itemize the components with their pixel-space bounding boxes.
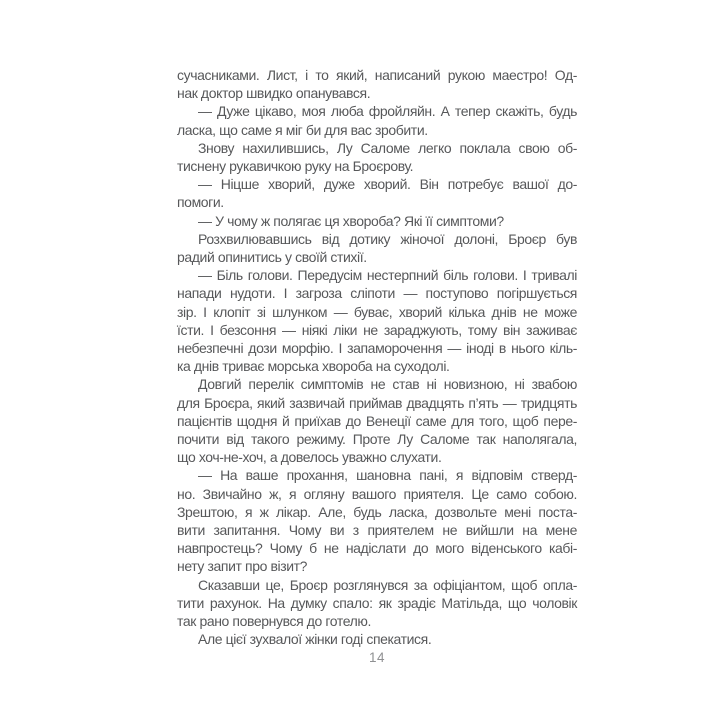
text-line: ка днів триває морська хвороба на суходолі.	[177, 358, 450, 375]
text-line: почити від такого режиму. Проте Лу Саломе так наполягала,	[177, 431, 577, 448]
text-block	[177, 66, 577, 649]
text-line: ласка, що саме я міг би для вас зробити.	[177, 121, 428, 138]
text-line: Знову нахилившись, Лу Саломе легко поклала свою об-	[198, 139, 577, 156]
text-line: но. Звичайно ж, я огляну вашого приятеля. Це само собою.	[177, 485, 577, 502]
text-line: — Дуже цікаво, моя люба фройляйн. А тепер скажіть, будь	[198, 103, 577, 120]
text-line: Зрештою, я ж лікар. Але, будь ласка, дозвольте мені поста-	[177, 503, 577, 520]
text-line: для Броєра, який зазвичай приймав двадцять п’ять — тридцять	[177, 394, 577, 411]
text-line: напади нудоти. І загроза сліпоти — поступово погіршується	[177, 285, 577, 302]
text-line: нету запит про візит?	[177, 558, 308, 575]
text-line: небезпечні дози морфію. І запаморочення — іноді в нього кіль-	[177, 340, 577, 357]
text-line: пацієнтів щодня й приїхав до Венеції саме для того, щоб пере-	[177, 412, 577, 429]
text-line: — У чому ж полягає ця хвороба? Які її симптоми?	[198, 212, 504, 229]
text-line: — На ваше прохання, шановна пані, я відповім стверд-	[198, 467, 577, 484]
text-line: радий опинитись у своїй стихії.	[177, 249, 367, 266]
page-number: 14	[368, 650, 386, 665]
text-line: Але цієї зухвалої жінки годі спекатися.	[198, 631, 432, 648]
text-line: помоги.	[177, 194, 224, 211]
text-line: тиснену рукавичкою руку на Броєрову.	[177, 158, 414, 175]
text-line: так рано повернувся до готелю.	[177, 613, 371, 630]
text-line: Розхвилювавшись від дотику жіночої долоні, Броєр був	[198, 230, 577, 247]
text-line: — Біль голови. Передусім нестерпний біль голови. І тривалі	[198, 267, 577, 284]
text-line: Сказавши це, Броєр розглянувся за офіціантом, щоб опла-	[198, 576, 577, 593]
text-line: сучасниками. Лист, і то який, написаний рукою маестро! Од-	[177, 67, 577, 83]
text-line: Довгий перелік симптомів не став ні новизною, ні звабою	[198, 376, 577, 393]
text-line: вити запитання. Чому ви з приятелем не вийшли на мене	[177, 522, 577, 539]
text-line: навпростець? Чому б не надіслати до мого віденського кабі-	[177, 540, 577, 557]
text-line: їсти. І безсоння — ніякі ліки не зараджують, тому він заживає	[177, 321, 577, 338]
text-line: нак доктор швидко опанувався.	[177, 85, 371, 102]
text-line: що хоч-не-хоч, а довелось уважно слухати.	[177, 449, 442, 466]
text-line: тити рахунок. На думку спало: як зрадіє Матільда, що чоловік	[177, 594, 577, 611]
text-line: зір. І клопіт зі шлунком — буває, хворий кілька днів не може	[177, 303, 577, 320]
text-line: — Ніцше хворий, дуже хворий. Він потребує вашої до-	[198, 176, 577, 193]
